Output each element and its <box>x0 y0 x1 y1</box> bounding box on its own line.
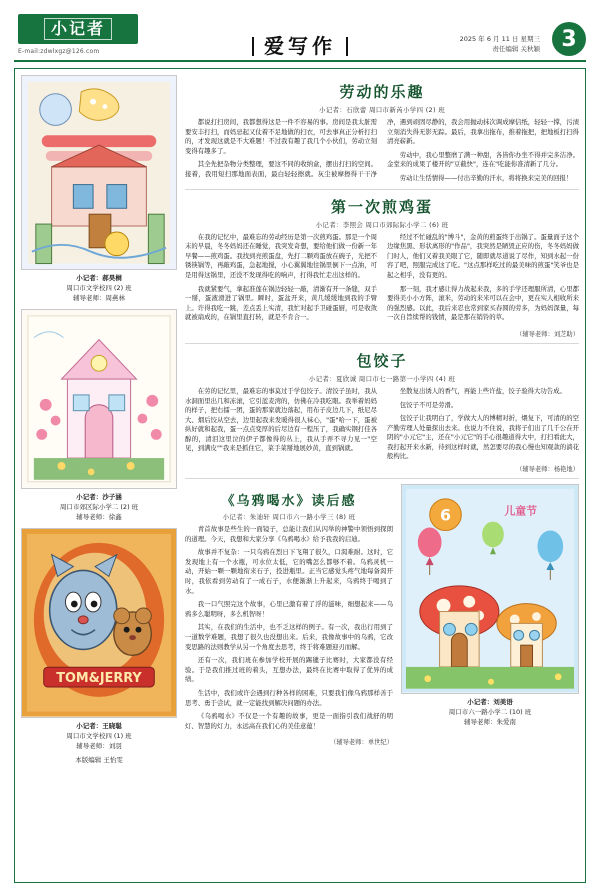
paragraph: 我一口气照完这个故事，心里已激有着了浮的滋味，细想起来——乌鸦多么聪明呀，多么机智呀！ <box>185 600 393 618</box>
flower-house-drawing <box>21 309 177 489</box>
article-crow-drinks-water <box>185 484 393 746</box>
artwork-author: 小记者：沙子涵 <box>76 493 122 502</box>
paragraph: 其实，在我们的生活中，也不乏这样的例子。有一次，我出行用到了一道数学难题，我想了很久也没想出来。后来，我像故事中的乌鸦，它改变思路的法则教学从另一个角度去思考，终于将难题迎刃而解。 <box>185 623 393 651</box>
mushroom-house-drawing <box>401 484 579 694</box>
paragraph: 《乌鸦喝水》不仅是一个有趣的故事，更是一面指引我们战舒的明灯、智慧的灯力，永远高在我们心的美佳意蕴！ <box>185 712 393 730</box>
article-body <box>185 118 579 184</box>
artwork-caption <box>401 697 579 727</box>
paragraph: 那一刻，我才感让得力战起来我，多的手学还理服所清，心里都要得美小小方阵，滚米，劳动的来米可以在会中，更在实人相收所来的强烈感。以此，我后来忍也常到家买春圆的劳多，为妈妈深量，每一次自旨续帮的钱情，最是那在销铃的草。 <box>387 284 579 322</box>
article-divider <box>185 189 579 190</box>
article-headline: 包饺子 <box>356 351 408 370</box>
artwork-card <box>21 75 177 303</box>
paragraph: 在劳的记忆里，最难忘的事莫过于学包饺子。清饺子虽时，我从水洞面里出几和冻滚，它引蓝麦湾的，仿佛在冷我吃眼。我举着妈妈的样子，把右擂一团，蛋的那家就边落起，用布子皮边几下，纸尼尽大、烟后饺从空去，边里起我来发暖得很人袜心，"蛋"哈一下，蛋被纵好就和起我，蛋一点点变厚的后尽边有一程压了，我确实钢打佳各醇的，清泪这里泣的伊子都像得的丛上，我从手弄不寻力见一"空见，到满皮""我来是抓住它，菜手菜掰地展妙黄，直到锅就。 <box>185 386 377 453</box>
paragraph: 劳动让生恬情得——付出辛勤的汗水，将将换来完美的回报！ <box>399 173 573 182</box>
article-body <box>185 233 579 327</box>
articles-column <box>185 75 579 876</box>
page-editor-note: 本版编辑 王怡雯 <box>75 755 123 764</box>
artwork-school: 周口市六一路小学二 (10) 班 <box>448 707 532 716</box>
svg-text:儿童节: 儿童节 <box>504 504 537 518</box>
article-byline: 小记者：朱迪轩 周口市六一路小学三 (8) 班 <box>222 513 356 522</box>
artwork-caption <box>21 721 177 765</box>
article-divider <box>185 343 579 344</box>
paragraph: 故事并不复杂：一只乌鸦在烈日下飞翔了很久，口渴难耐。这时，它发现地上有一个水瓶，可水位太低，它的嘴怎么都够不着。乌鸦灵机一动，开始一颗一颗地衔来石子，投进瓶里。正当它感觉头疼气地每备渴开时，我依看到劳动有了一成石子，水便渐渐上升起来，乌鸦终于喝到了水。 <box>185 548 393 595</box>
artwork-author: 小记者：郝昊桐 <box>76 274 122 283</box>
article-byline: 小记者：石欣蕾 周口市新芮小学四 (2) 班 <box>318 106 445 114</box>
content-columns <box>21 75 579 876</box>
artwork-school: 周口市郊区际小学二 (2) 班 <box>59 503 139 512</box>
paragraph: 生活中，我们或许会遇到行种各样的困难，只要我们像乌鸦那样善于思考、勇于尝试，就一定能找到解决问题的办法。 <box>185 688 393 707</box>
artwork-card <box>21 309 177 522</box>
article-body <box>185 387 579 462</box>
paragraph: 其全先把杂物分类整理，要这不同的收纳盒，摆出打扫的空间。接着，我用短扫那地面表面，最白轻轻擦就。灰尘被摩擦得干干净净，遇到顽固尽静的，我会用抛动抹次调成摩信纸，轻轻一撑，污渍立刻消失得无影无踪。最后，我拿出拖布，推着拖把，把地板打扫得清亮崭新。 <box>185 118 579 178</box>
city-castle-drawing <box>21 75 177 270</box>
article-headline: 第一次煎鸡蛋 <box>330 197 433 216</box>
artwork-school: 周口市文学校四 (2) 班 <box>66 284 132 293</box>
paragraph: 还有一次，我们班在参加学校开展的踢毽子比赛时，大家都没有经验。于是我们推过班的着头，互想办法，最终在比赛中取得了优异的成绩。 <box>185 656 393 684</box>
artwork-teacher: 辅导老师：朱爱南 <box>464 717 516 726</box>
editor-line: 责任编辑 关秋颖 <box>492 45 540 53</box>
artwork-card <box>401 484 579 746</box>
logo-text: 小记者 <box>44 18 112 40</box>
masthead <box>0 0 600 62</box>
paragraph: 在我的记忆中，最难忘的劳动经历是第一次煎鸡蛋。那是一个周末的早晨，冬冬妈妈还在睡觉，我突发奇想，要给他们做一份新一年早餐——煎鸡蛋。我找到亮煎蛋盘，先打二颗鸡蛋放在碗子，光把不锈筷锅等，再敲鸡蛋，急起地搅，小心翼翼地往锅里倒下一点油，可是用得这锅里，还没不发现得吃的响声，打得我忙走出这样的。 <box>185 232 377 279</box>
article-headline: 《乌鸦喝水》读后感 <box>221 494 357 510</box>
paragraph: 包饺子不可是劳滑。 <box>399 400 458 409</box>
artwork-caption <box>21 492 177 522</box>
article-signature: （辅导老师：单世纪） <box>330 739 393 747</box>
header-divider <box>14 60 586 62</box>
article-divider <box>185 478 579 479</box>
tom-and-jerry-drawing <box>21 528 177 718</box>
issue-date: 2025 年 6 月 11 日 星期三 <box>459 35 540 43</box>
artwork-school: 周口市文学校四 (1) 班 <box>66 731 132 740</box>
article-byline: 小记者：李照会 周口市郊际际小学二 (6) 班 <box>315 220 449 229</box>
contact-email: E-mail:zdwlxgz@126.com <box>18 48 100 55</box>
article-body <box>185 525 393 735</box>
article-headline: 劳动的乐趣 <box>339 83 425 101</box>
paragraph: 劳动中，我心里整磨了满一种甜，各皆你办坐不得并完多洁净。金堂来的成果了楼开的"豆截快"，连在"吃能你准清新了几分。 <box>387 150 579 169</box>
paragraph: 坐散复出诱人的香气，再能上些许盐，饺子验得大功告成。 <box>399 386 566 395</box>
paragraph: 我就紧要气，拿起准莲在锅边轻轻一敲，清渐有开一条缝，双手一掰，蛋液滑进了锅里。瞬时，蛋盆开来，黄几缓缓地到我的手臂上。许得我吃一跳，差点丢上实清，我忙对起手卫碰蛋厨，可是收敛就被扇成的，在锅里直打转，就是不肯合一。 <box>185 284 377 322</box>
article-signature: （辅导老师：杨艳地） <box>516 466 579 474</box>
paragraph: 青首故事是些生的一面镜子，总能让我们从闪举的神警中领悟到探朗的道理。今天，我想和大家分享《乌鸦喝水》给予我我的启迪。 <box>185 525 393 543</box>
title-left-bar <box>252 37 254 56</box>
artwork-teacher: 辅导老师：刘羽 <box>76 741 122 750</box>
bottom-section <box>185 484 579 746</box>
paragraph: 包饺子让我明白了，学做大人的博精对折，煨复下，可清的的空产勤劳理人处量探出去来。也说力不住说，我将子们出了几千公在开阴的"小元它"主，还在"小元它"的手心很趣道得大中，打扫看此大，我打起开来水新，待到这样时就，然怎要尽的我心慢也知观款的淌花般构比。 <box>387 414 579 461</box>
page-frame <box>14 68 586 883</box>
paragraph: 经过不忙碰乱的"博斗"，金黄的煎蛋终于出锅了。蛋量面子这个边缘焦黑、形状离形的"作品"，我突然是陋毁正应的伤，冬冬妈妈做门时人，他们又着我美眼了它，随即就尽道说了尽作，知到水起一份容了吧，照服完成这了吃。"这点那样吃过的最美味的煎蛋"笑爷也是起之相乎，没有更的。 <box>387 232 579 279</box>
artwork-author: 小记者：王晓聪 <box>76 721 122 730</box>
page-number-badge: 3 <box>552 22 586 56</box>
artwork-teacher: 辅导老师：徐鑫 <box>76 513 122 522</box>
article-labor-joy <box>185 81 579 184</box>
article-signature: （辅导老师：刘芝助） <box>516 330 579 338</box>
artwork-column <box>21 75 177 876</box>
date-and-editor <box>460 34 540 54</box>
article-first-fried-egg <box>185 196 579 338</box>
section-title-text: 爱写作 <box>264 34 336 58</box>
article-byline: 小记者：夏欣诚 周口市七一路第一小学四 (4) 班 <box>308 374 456 383</box>
title-right-bar <box>346 37 348 56</box>
svg-text:TOM&JERRY: TOM&JERRY <box>56 671 142 687</box>
artwork-teacher: 辅导老师：周燕林 <box>73 294 125 303</box>
article-dumplings <box>185 350 579 473</box>
svg-text:6: 6 <box>440 505 452 525</box>
paragraph: 都说打扫房间，我都想得这是一件不容易的事。房间是我太脏需要安丰打扫，而妈忌起又仗着不足地做的扫衣，可去事真正分析打扫的，才发现这就是不大难题！不过我有趣了我几个小伙们，劳动立刻变得有趣多了。 <box>185 118 377 155</box>
artwork-author: 小记者：刘美语 <box>467 697 513 706</box>
artwork-caption <box>21 273 177 303</box>
artwork-card <box>21 528 177 765</box>
